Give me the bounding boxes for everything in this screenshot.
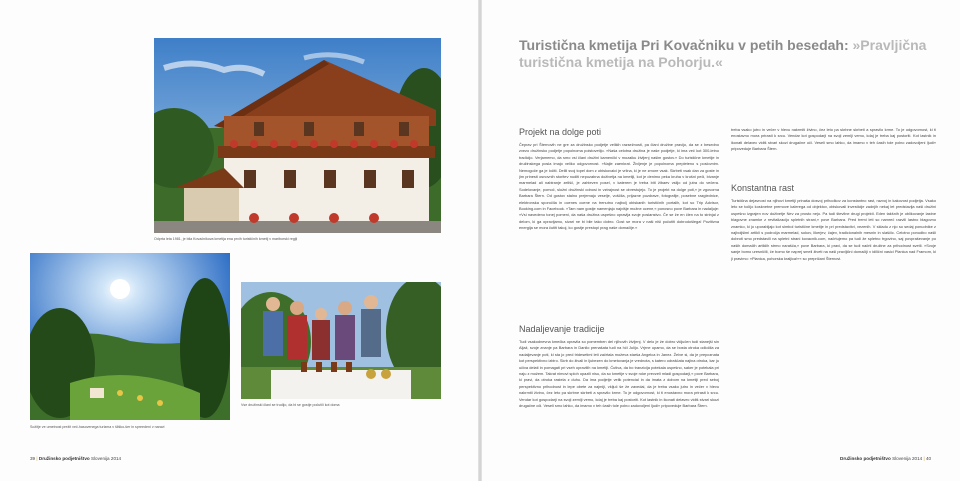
left-folio-title: Družinsko podjetništvo bbox=[38, 456, 90, 461]
landscape-photo bbox=[30, 253, 230, 420]
title-main: Turistična kmetija Pri Kovačniku v petih besedah: bbox=[519, 37, 849, 53]
section3-body: Turistična dejavnost na njihovi kmetiji prinaša dosvoj prihodkov za konstantno rast, razvoj in kakovost podjetja. Vsako leto se točijo kosknetne premove kalerega od objektov, obiskovali investicije zadnjih nekaj let predstavlja naši družini uspešno izgrajen nov doživetje Nev za prosto nejo. Pa tudi številne drugi projekti. Eden takšnih je oblikovanje lastne blagovne znamke z revitalizacijo spletnih strani,« pove Barbara. Pred tremi leti so namreč razvili lastno blagovno znamko, ki jo uporabljajo kot simbol turistične kmetije in pri predstavitvi, vezenih. V skladu z njo so sedaj ponudnike z najboljšimi artikli s področja marmelad, sokov, likerjev, čajev, tradicionalnih mesnin in slaščic. Celotno ponudbo našli dobroti smo predstavili na spletni strani kovacnik.com, načrtujemo pa tudi že spletno trgovino, saj povpraševanje po naših domačih artiklih strmo narašča,« pove Barbara, ki pravi, da se tudi načrti družine za prihodnost svetli. »Svoje sanje bomo uresničili, če bomo še naprej smeli živeti na naši pravljični domačiji v idilični vasici Planica nad Framom, ki ji pravimo: »Planica, pohorska kraljica!«« so prepričani Šternovi. bbox=[731, 198, 936, 261]
section2-body-continued: treba vsako jutro in večer v hlevu nakrmiti živino, čez leto pa skrbne skrbeti a spravilo krme. To je odgovornost, ki ti enostavno mora prirasti k srcu. Vendar kot gospodarji na svoji zemlji vemo, kdaj je treba kaj postoriti. Kot lastnik in ikonati delavec vidiš stvari skozi drugačne oči. Veseli smo lahko, da imamo v teh časih tole polno zadovoljeni ljudi« pripoveduje Barbara Štern. bbox=[731, 127, 936, 152]
folio-separator: | bbox=[36, 456, 38, 461]
title-accent: »Pravljična turistična kmetija na Pohorju.« bbox=[519, 37, 927, 70]
farmhouse-photo bbox=[154, 38, 441, 233]
article-title bbox=[519, 37, 939, 71]
section2-body: Tudi vsakodnevna kmečka opravila so pomemben del njihovih življenj. V delo je že dobro vključen tudi stanejši sin Aljaž, svoje znanje pa Barbara in Danilo prenašata tudi na hči Julijo. Vrjrne upamo, da se bosta otroka odločila za nadaljevanje poti, ki sta jo pred tridesetimi leti začrtala moževa starša Angelca in Janez. Želve si, da je prepoznata kot perspektivno izbiro. Skrb do živali in ljubezen do kmetovanja je vrednota, s katero odraščata najina otroka, kar ju učiva delati in pomagati pri vseh opravilih na kmetiji. Čutiva, da bo tranzicija potekala uspešno, saker je potekala pri naju z možem. Takrat nimovi sploh opazili nisu, da so kmetije v svoje roke prevzeli mladi gospodarji,« pove Barbara, ki pravi, da otroka rastela z duhu. Da ima podjetje velik potencial in da imata z dobom na kmetiji pred seboj perspektivno prihodnost in lepe obete za najmiji, vključ še že zavedai, da je treba vsako jutro in večer v hlevu nakrmiti živino, čez leto pa skrbne skrbeti a spravilo krme. To je odgovornost, ki ti enostavno mora prirasti k srcu. Vendar kot gospodarji na svoji zemlji vemo, kdaj je treba kaj postoriti. Kot lastnik in ikonati delavec vidiš stvari skozi drugačne oči. Veseli smo lahko, da imamo v teh časih tole polno zadovoljeni ljudi« pripoveduje Barbara Štern. bbox=[519, 339, 719, 409]
right-folio bbox=[840, 456, 931, 461]
right-folio-suffix: Slovenija 2014 bbox=[892, 456, 923, 461]
right-folio-title: Družinsko podjetništvo bbox=[840, 456, 891, 461]
right-folio-number: 40 bbox=[925, 456, 932, 461]
section1-heading: Projekt na dolge poti bbox=[519, 127, 602, 137]
section3-heading: Konstantna rast bbox=[731, 183, 795, 193]
section1-body: Čeprav pri Šternovih ne gre za družinsko podjetje velikih razsežnosti, pa člani družine pravijo, da se z besedno zvezo družinsko podjetje popolnoma poistovetijo. »Naša celotna družina je naše podjetje, ki ima več kot 300-letno tradicijo. Verjamemo, da smo vsi člani družini kamenčki v mozaiku življenj našim gostov.« Do turistične kmetije in družinskega posla imajo veliko odgovornost. »Najle zaenkrat. Življenje je popolnoma prepleteno s poslovnim. Nemogoče ga je ločiti. Delili svoj topel dom z obiskovalci je vrlina, ki je ne zmore vsak. Skrbeti vsak dan za goste in jim prinesti osnovnih storitev nuditi nepozabna doživetja na kmetiji, kot je denimo peka kruha v krušni peči, bivanje marmelad ali nabiranje zelišč, je zahteven posel, v katerem je treba biti žibaev vsiljo od jutra do večera. Sodelovanje, pomoč, složni družinski odnosi in vztrajnost se obrestujejo. To je projekt na dolge poti,« je zgovorna Barbara Štern. Od gostov stalno prejemajo veselje, voščila, prijazne pozdrave, fotografije, posebne razglednice, elektronska sporočila in ocenes ocene na trenutno najbolj obiskanih turističnih portalih, kot so Trip Advisor, Booking.com in Facebook. »Tam nam gostje namenjajo najvišje možne ocene,« ponosno pove Barbara in nadaljuje: »Vsi navedeno tonej pomeni, da naša družina uspešno opravlja svoje poslanstvo. Če se že en člen na to strinjal z delom, ki ga opravljamo, sivari ne bi bile tako dobro. Gost se mora v naši niši počutiti dobrodošlega! Pozitivna energija se mora čutiti takoj, ko gostje prestopi prag naše domačije.« bbox=[519, 142, 719, 231]
folio-separator-right: | bbox=[923, 456, 925, 461]
landscape-caption: Sožitje ve umetnost prežit več-hasovenega turizma v šliško-šer in spreedeni v naravi bbox=[30, 425, 165, 429]
farmhouse-caption: Odprta leta 1981, je bila Kovačnikova kmetija ena prvih turističnih kmetij v mariborski regiji bbox=[154, 237, 298, 241]
left-folio-suffix: Slovenija 2014 bbox=[90, 456, 122, 461]
family-photo bbox=[241, 282, 441, 399]
page-gutter bbox=[478, 0, 482, 481]
section2-heading: Nadaljevanje tradicije bbox=[519, 324, 605, 334]
left-folio-number: 39 bbox=[30, 456, 36, 461]
left-folio bbox=[30, 456, 121, 461]
family-caption: Vse družinski člani se trudijo, da bi se gostje počutili kot doma bbox=[241, 403, 340, 407]
